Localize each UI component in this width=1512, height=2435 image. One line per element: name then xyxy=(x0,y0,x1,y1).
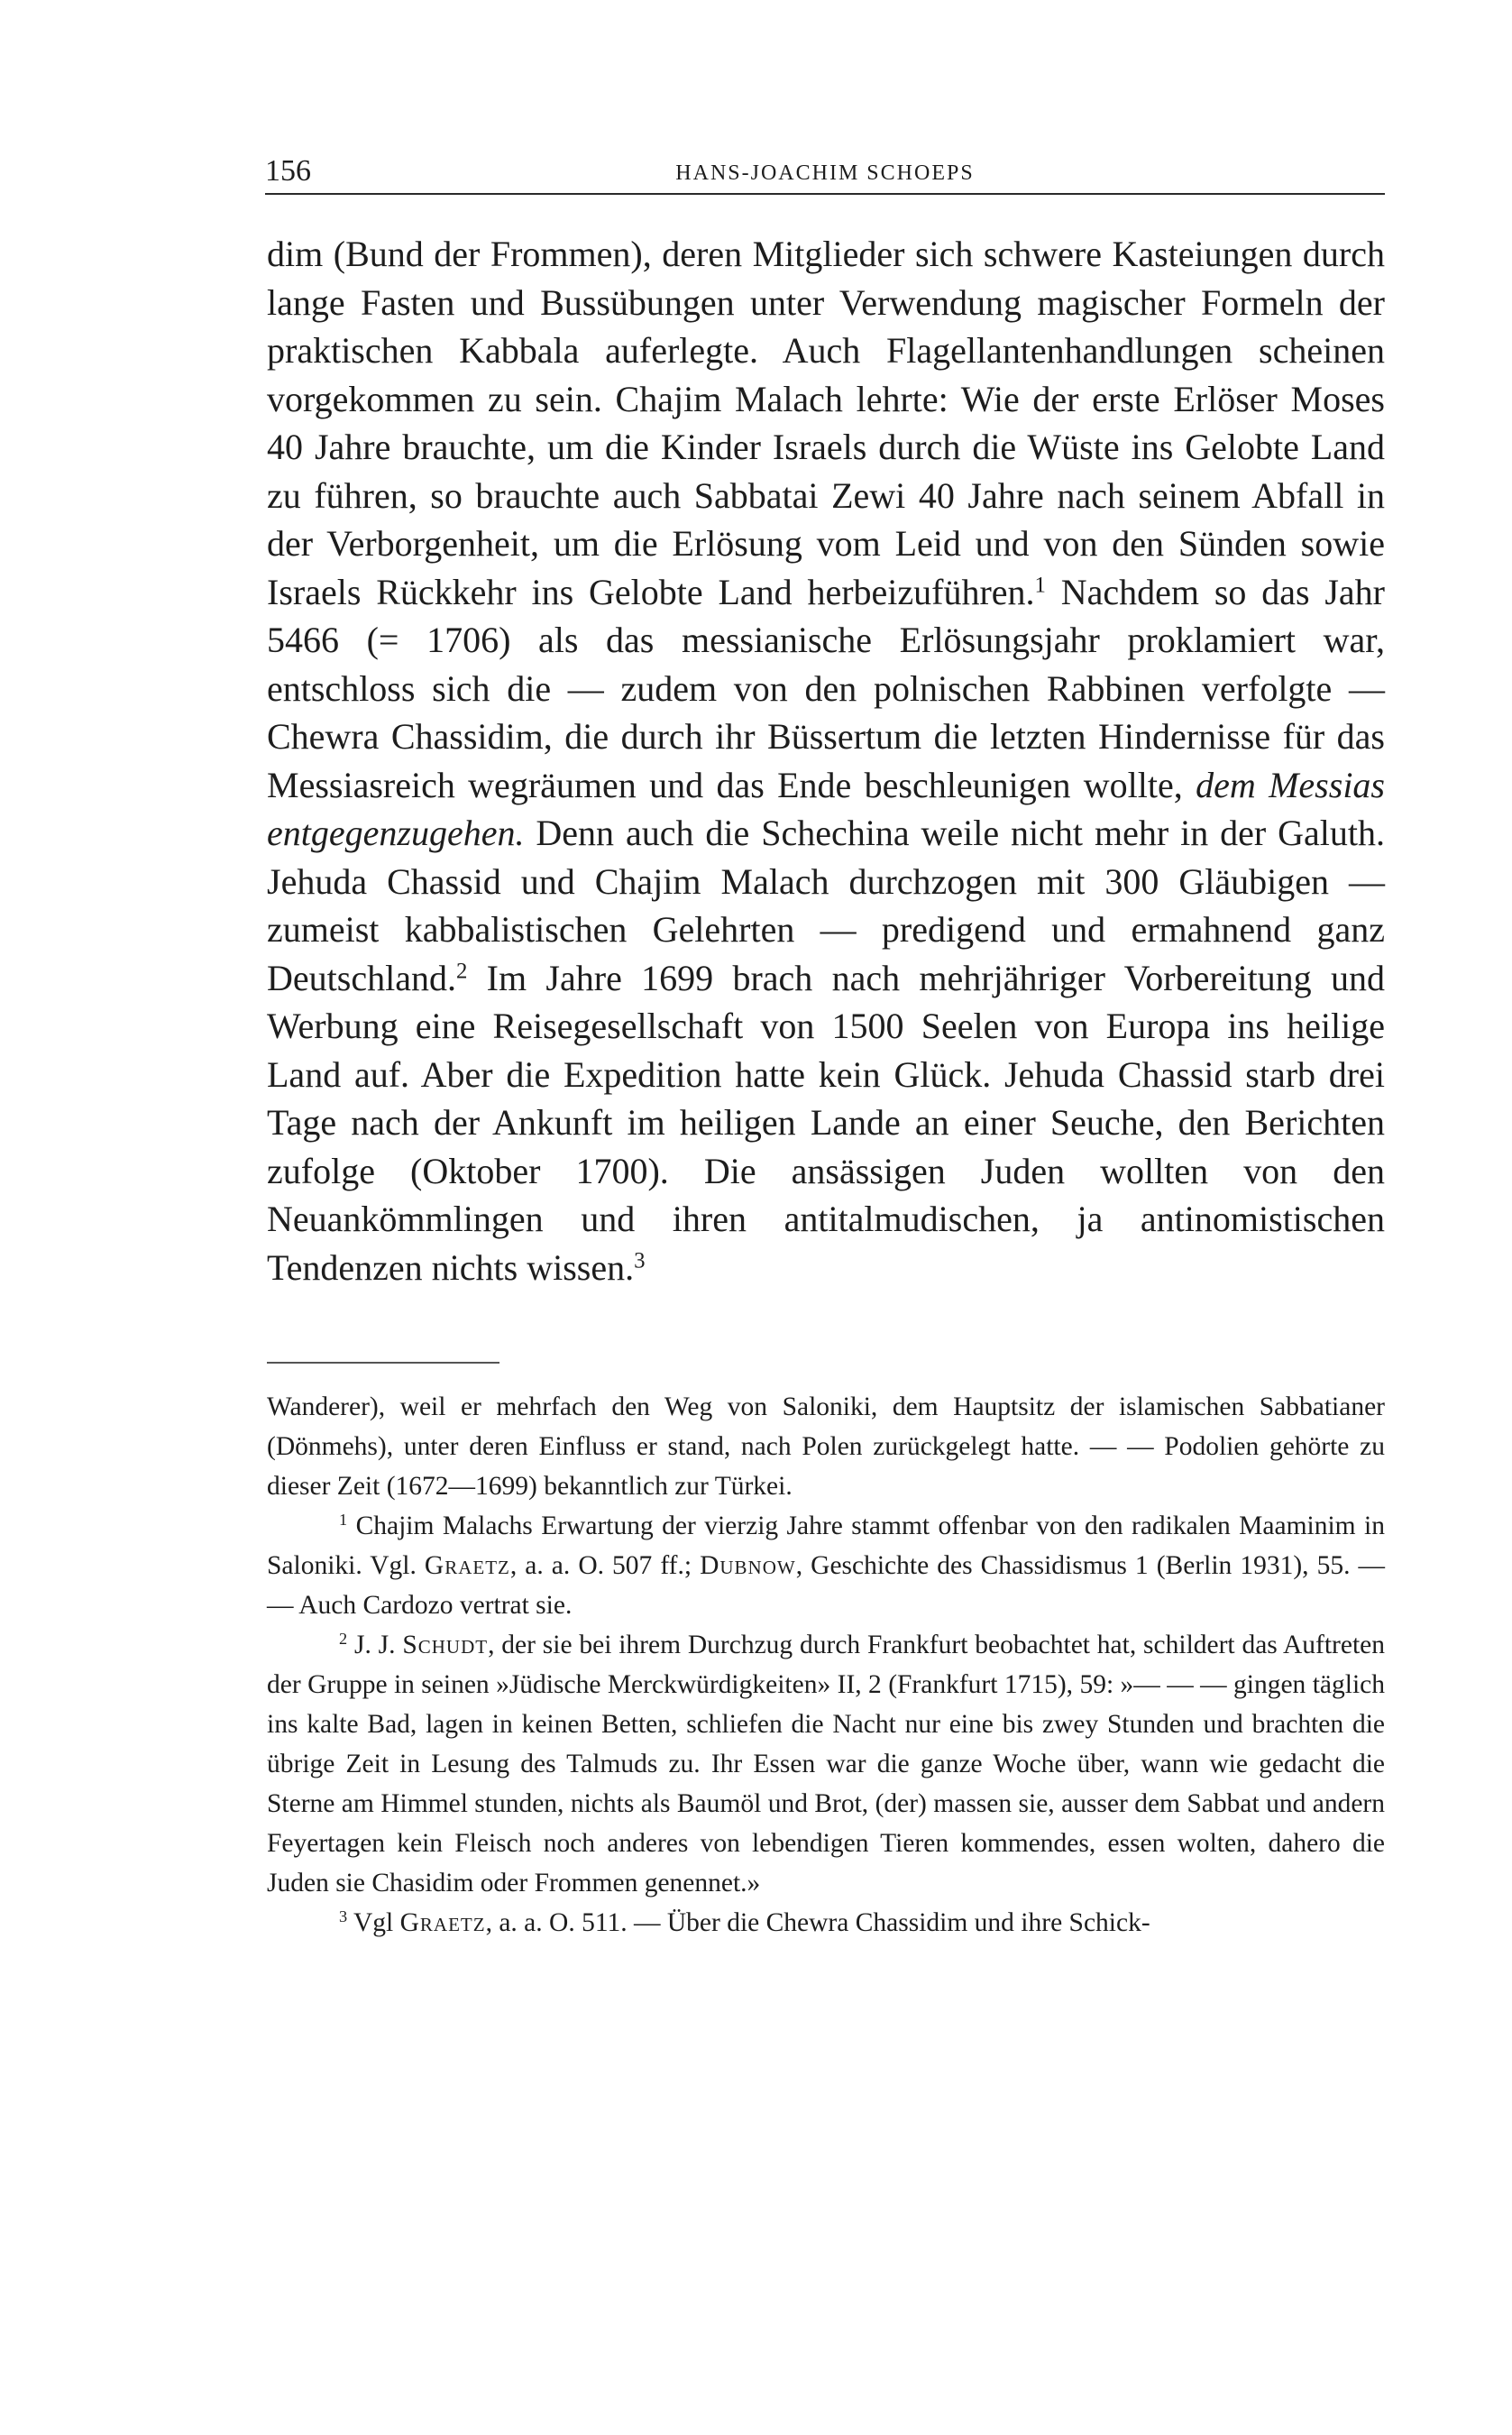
body-paragraph: dim (Bund der Frommen), deren Mitglieder sich schwere Kasteiungen durch lange Fasten und Bussübungen unter Verwendung magischer Formeln der praktischen Kabbala auferlegte. Auch Flagellantenhandlungen scheinen vorgekommen zu sein. Chajim Malach lehrte: Wie der erste Erlöser Moses 40 Jahre brauchte, um die Kinder Israels durch die Wüste ins Gelobte Land zu führen, so brauchte auch Sabbatai Zewi 40 Jahre nach seinem Abfall in der Verborgenheit, um die Erlösung vom Leid und von den Sünden sowie Israels Rückkehr ins Gelobte Land herbeizuführen.$^1$ Nachdem so das Jahr 5466 (= 1706) als das messianische Erlösungsjahr proklamiert war, entschloss sich die — zudem von den polnischen Rabbinen verfolgte — Chewra Chassidim, die durch ihr Büssertum die letzten Hindernisse für das Messiasreich wegräumen und das Ende beschleunigen wollte, dem Messias entgegenzugehen. Denn auch die Schechina weile nicht mehr in der Galuth. Jehuda Chassid und Chajim Malach durchzogen mit 300 Gläubigen — zumeist kabbalistischen Gelehrten — predigend und ermahnend ganz Deutschland.$^2$ Im Jahre 1699 brach nach mehrjähriger Vorbereitung und Werbung eine Reisegesellschaft von 1500 Seelen von Europa ins heilige Land auf. Aber die Expedition hatte kein Glück. Jehuda Chassid starb drei Tage nach der Ankunft im heiligen Lande an einer Seuche, den Berichten zufolge (Oktober 1700). Die ansässigen Juden wollten von den Neuankömmlingen und ihren antitalmudischen, ja antinomistischen Tendenzen nichts wissen.$^3$ xyxy=(267,234,1385,1288)
footnote-ref-3: 3 xyxy=(634,1247,646,1273)
footnote-ref-2: 2 xyxy=(455,958,468,983)
page-number: 156 xyxy=(265,154,311,188)
footnote-ref-1: 1 xyxy=(1034,572,1046,597)
running-head: HANS-JOACHIM SCHOEPS xyxy=(675,161,975,185)
footnote-2: $^2$ J. J. Schudt, der sie bei ihrem Durchzug durch Frankfurt beobachtet hat, schildert das Auftreten der Gruppe in seinen »Jüdische Merckwürdigkeiten» II, 2 (Frankfurt 1715), 59: »— — — gingen täglich ins kalte Bad, lagen in keinen Betten, schliefen die Nacht nur eine bis zwey Stunden und brachten die übrige Zeit in Lesung des Talmuds zu. Ihr Essen war die ganze Woche über, wann wie gedacht die Sterne am Himmel stunden, nichts als Baumöl und Brot, (der) massen sie, ausser dem Sabbat und andern Feyertagen kein Fleisch noch anderes von lebendigen Tieren kommendes, essen wolten, dahero die Juden sie Chasidim oder Frommen genennet.» xyxy=(267,1629,1385,1897)
main-text xyxy=(267,230,1385,1291)
footnotes xyxy=(267,1387,1385,1943)
italic-phrase: dem Messias entgegenzugehen. xyxy=(267,764,1385,853)
footnote-3: $^3$ Vgl Graetz, a. a. O. 511. — Über die Chewra Chassidim und ihre Schick- xyxy=(339,1907,1150,1937)
footnote-1: $^1$ Chajim Malachs Erwartung der vierzig Jahre stammt offenbar von den radikalen Maaminim in Saloniki. Vgl. Graetz, a. a. O. 507 ff.; Dubnow, Geschichte des Chassidismus 1 (Berlin 1931), 55. — — Auch Cardozo vertrat sie. xyxy=(267,1510,1385,1620)
footnote-continuation: Wanderer), weil er mehrfach den Weg von Saloniki, dem Hauptsitz der islamischen Sabbatianer (Dönmehs), unter deren Einfluss er stand, nach Polen zurückgelegt hatte. — — Podolien gehörte zu dieser Zeit (1672—1699) bekanntlich zur Türkei. xyxy=(267,1392,1385,1501)
footnote-separator xyxy=(267,1362,499,1364)
page-header xyxy=(265,153,1385,195)
